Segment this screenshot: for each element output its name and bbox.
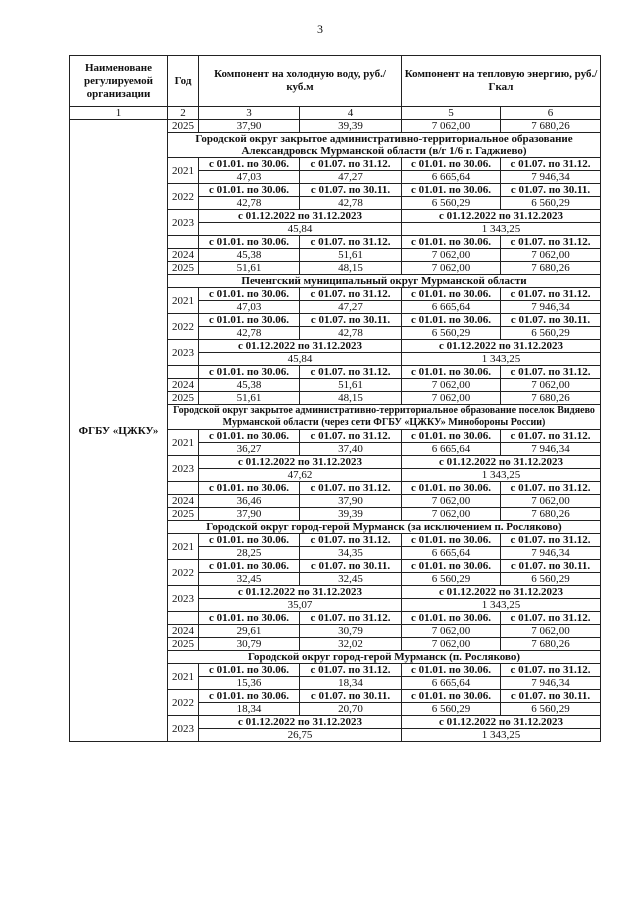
period-label: с 01.01. по 30.06.	[199, 612, 300, 625]
period-label: с 01.01. по 30.06.	[199, 430, 300, 443]
period-label: с 01.01. по 30.06.	[199, 288, 300, 301]
value-cell: 7 062,00	[402, 120, 501, 133]
period-label: с 01.07. по 30.11.	[300, 690, 402, 703]
value-cell: 32,02	[300, 638, 402, 651]
period-label: с 01.12.2022 по 31.12.2023	[402, 210, 601, 223]
year-cell: 2024	[168, 625, 199, 638]
value-cell: 30,79	[199, 638, 300, 651]
value-cell: 48,15	[300, 392, 402, 405]
period-label: с 01.01. по 30.06.	[402, 560, 501, 573]
value-cell: 7 062,00	[402, 262, 501, 275]
year-cell: 2024	[168, 249, 199, 262]
period-label: с 01.01. по 30.06.	[199, 690, 300, 703]
period-label: с 01.07. по 31.12.	[501, 288, 601, 301]
table-header-row	[70, 56, 601, 107]
value-cell: 7 062,00	[501, 249, 601, 262]
period-label: с 01.12.2022 по 31.12.2023	[402, 716, 601, 729]
column-number: 1	[70, 107, 168, 120]
period-label: с 01.07. по 30.11.	[300, 560, 402, 573]
period-label: с 01.07. по 30.11.	[300, 314, 402, 327]
period-label: с 01.01. по 30.06.	[402, 664, 501, 677]
year-cell: 2023	[168, 456, 199, 482]
value-cell: 39,39	[300, 508, 402, 521]
value-cell: 34,35	[300, 547, 402, 560]
period-label: с 01.01. по 30.06.	[402, 314, 501, 327]
value-cell: 29,61	[199, 625, 300, 638]
value-cell: 1 343,25	[402, 353, 601, 366]
column-number: 3	[199, 107, 300, 120]
period-label: с 01.01. по 30.06.	[402, 288, 501, 301]
period-label: с 01.01. по 30.06.	[402, 366, 501, 379]
period-label: с 01.01. по 30.06.	[199, 560, 300, 573]
value-cell: 6 560,29	[501, 573, 601, 586]
value-cell: 7 062,00	[402, 625, 501, 638]
value-cell: 7 062,00	[402, 379, 501, 392]
value-cell: 37,40	[300, 443, 402, 456]
section-title: Городской округ город-герой Мурманск (п. Росляково)	[168, 651, 601, 664]
year-cell: 2021	[168, 288, 199, 314]
value-cell: 6 665,64	[402, 171, 501, 184]
table-row	[70, 120, 601, 133]
period-label: с 01.01. по 30.06.	[199, 482, 300, 495]
value-cell: 7 062,00	[402, 508, 501, 521]
value-cell: 42,78	[300, 327, 402, 340]
value-cell: 42,78	[199, 327, 300, 340]
value-cell: 39,39	[300, 120, 402, 133]
period-label: с 01.01. по 30.06.	[402, 534, 501, 547]
column-number: 5	[402, 107, 501, 120]
period-label: с 01.07. по 30.11.	[501, 560, 601, 573]
value-cell: 7 946,34	[501, 547, 601, 560]
value-cell: 7 062,00	[501, 495, 601, 508]
period-label: с 01.01. по 30.06.	[199, 184, 300, 197]
year-cell: 2025	[168, 508, 199, 521]
value-cell: 42,78	[199, 197, 300, 210]
year-cell: 2025	[168, 392, 199, 405]
period-label: с 01.01. по 30.06.	[402, 158, 501, 171]
year-cell: 2022	[168, 560, 199, 586]
organization-name: ФГБУ «ЦЖКУ»	[70, 120, 168, 742]
value-cell: 1 343,25	[402, 599, 601, 612]
value-cell: 47,62	[199, 469, 402, 482]
heat-energy-header: Компонент на тепловую энергию, руб./Гкал	[402, 56, 601, 107]
value-cell: 51,61	[300, 379, 402, 392]
year-cell: 2024	[168, 379, 199, 392]
period-label: с 01.12.2022 по 31.12.2023	[199, 456, 402, 469]
value-cell: 28,25	[199, 547, 300, 560]
period-label: с 01.07. по 30.11.	[300, 184, 402, 197]
value-cell: 45,38	[199, 379, 300, 392]
value-cell: 47,03	[199, 171, 300, 184]
year-header: Год	[168, 56, 199, 107]
value-cell: 6 560,29	[402, 197, 501, 210]
value-cell: 47,27	[300, 171, 402, 184]
period-label: с 01.01. по 30.06.	[402, 430, 501, 443]
period-label: с 01.07. по 31.12.	[300, 236, 402, 249]
value-cell: 7 680,26	[501, 120, 601, 133]
period-label: с 01.12.2022 по 31.12.2023	[402, 340, 601, 353]
column-number: 4	[300, 107, 402, 120]
section-title: Городской округ закрытое административно-территориальное образование Александровск Мурманской области (в/г 1/6 г. Гаджиево)	[168, 133, 601, 158]
year-cell: 2022	[168, 690, 199, 716]
value-cell: 32,45	[199, 573, 300, 586]
value-cell: 15,36	[199, 677, 300, 690]
value-cell: 7 062,00	[402, 495, 501, 508]
year-cell: 2023	[168, 716, 199, 742]
year-cell: 2024	[168, 495, 199, 508]
value-cell: 7 946,34	[501, 171, 601, 184]
value-cell: 7 680,26	[501, 508, 601, 521]
value-cell: 51,61	[199, 392, 300, 405]
year-cell: 2023	[168, 340, 199, 366]
value-cell: 42,78	[300, 197, 402, 210]
value-cell: 6 665,64	[402, 677, 501, 690]
value-cell: 6 560,29	[402, 573, 501, 586]
year-cell: 2021	[168, 158, 199, 184]
period-label: с 01.07. по 30.11.	[501, 690, 601, 703]
value-cell: 7 680,26	[501, 262, 601, 275]
value-cell: 45,84	[199, 353, 402, 366]
period-label: с 01.07. по 31.12.	[501, 158, 601, 171]
period-label: с 01.12.2022 по 31.12.2023	[199, 586, 402, 599]
period-label: с 01.07. по 31.12.	[300, 158, 402, 171]
value-cell: 6 560,29	[402, 703, 501, 716]
year-cell	[168, 612, 199, 625]
column-number-row	[70, 107, 601, 120]
period-label: с 01.07. по 31.12.	[501, 664, 601, 677]
value-cell: 37,90	[199, 508, 300, 521]
value-cell: 37,90	[300, 495, 402, 508]
value-cell: 7 680,26	[501, 638, 601, 651]
period-label: с 01.07. по 31.12.	[501, 534, 601, 547]
period-label: с 01.12.2022 по 31.12.2023	[199, 210, 402, 223]
period-label: с 01.01. по 30.06.	[199, 236, 300, 249]
period-label: с 01.01. по 30.06.	[199, 314, 300, 327]
period-label: с 01.07. по 31.12.	[501, 482, 601, 495]
period-label: с 01.07. по 31.12.	[501, 430, 601, 443]
tariff-table	[69, 55, 601, 742]
period-label: с 01.07. по 31.12.	[300, 288, 402, 301]
value-cell: 1 343,25	[402, 469, 601, 482]
value-cell: 7 062,00	[501, 379, 601, 392]
value-cell: 7 946,34	[501, 677, 601, 690]
page-number: 3	[317, 22, 323, 36]
value-cell: 47,27	[300, 301, 402, 314]
section-title: Городской округ закрытое административно-территориальное образование поселок Видяево Мурманской области (через сети ФГБУ «ЦЖКУ» Минобороны России)	[168, 405, 601, 430]
period-label: с 01.12.2022 по 31.12.2023	[402, 456, 601, 469]
period-label: с 01.07. по 31.12.	[501, 236, 601, 249]
period-label: с 01.07. по 30.11.	[501, 314, 601, 327]
year-cell	[168, 366, 199, 379]
value-cell: 30,79	[300, 625, 402, 638]
year-cell: 2021	[168, 664, 199, 690]
value-cell: 45,84	[199, 223, 402, 236]
value-cell: 6 560,29	[501, 197, 601, 210]
value-cell: 7 062,00	[402, 392, 501, 405]
value-cell: 18,34	[300, 677, 402, 690]
value-cell: 36,27	[199, 443, 300, 456]
period-label: с 01.07. по 31.12.	[501, 366, 601, 379]
value-cell: 7 062,00	[501, 625, 601, 638]
year-cell: 2021	[168, 534, 199, 560]
value-cell: 7 680,26	[501, 392, 601, 405]
value-cell: 51,61	[300, 249, 402, 262]
period-label: с 01.07. по 31.12.	[300, 366, 402, 379]
period-label: с 01.01. по 30.06.	[402, 690, 501, 703]
value-cell: 26,75	[199, 729, 402, 742]
value-cell: 7 062,00	[402, 638, 501, 651]
year-cell: 2023	[168, 586, 199, 612]
year-cell: 2023	[168, 210, 199, 236]
value-cell: 6 560,29	[501, 327, 601, 340]
period-label: с 01.01. по 30.06.	[402, 236, 501, 249]
period-label: с 01.07. по 31.12.	[501, 612, 601, 625]
period-label: с 01.07. по 30.11.	[501, 184, 601, 197]
year-cell: 2025	[168, 120, 199, 133]
value-cell: 20,70	[300, 703, 402, 716]
org-header: Наименоване регулируемой организации	[70, 56, 168, 107]
value-cell: 7 946,34	[501, 301, 601, 314]
period-label: с 01.01. по 30.06.	[199, 158, 300, 171]
period-label: с 01.07. по 31.12.	[300, 664, 402, 677]
value-cell: 45,38	[199, 249, 300, 262]
value-cell: 6 560,29	[501, 703, 601, 716]
period-label: с 01.01. по 30.06.	[402, 184, 501, 197]
column-number: 2	[168, 107, 199, 120]
value-cell: 7 946,34	[501, 443, 601, 456]
section-title: Городской округ город-герой Мурманск (за исключением п. Росляково)	[168, 521, 601, 534]
period-label: с 01.07. по 31.12.	[300, 482, 402, 495]
section-title: Печенгский муниципальный округ Мурманской области	[168, 275, 601, 288]
value-cell: 47,03	[199, 301, 300, 314]
period-label: с 01.12.2022 по 31.12.2023	[402, 586, 601, 599]
period-label: с 01.01. по 30.06.	[199, 664, 300, 677]
year-cell: 2021	[168, 430, 199, 456]
year-cell: 2022	[168, 184, 199, 210]
period-label: с 01.12.2022 по 31.12.2023	[199, 340, 402, 353]
cold-water-header: Компонент на холодную воду, руб./куб.м	[199, 56, 402, 107]
value-cell: 35,07	[199, 599, 402, 612]
value-cell: 37,90	[199, 120, 300, 133]
value-cell: 51,61	[199, 262, 300, 275]
value-cell: 48,15	[300, 262, 402, 275]
period-label: с 01.07. по 31.12.	[300, 534, 402, 547]
value-cell: 6 665,64	[402, 547, 501, 560]
period-label: с 01.01. по 30.06.	[402, 612, 501, 625]
value-cell: 18,34	[199, 703, 300, 716]
period-label: с 01.12.2022 по 31.12.2023	[199, 716, 402, 729]
value-cell: 6 560,29	[402, 327, 501, 340]
value-cell: 36,46	[199, 495, 300, 508]
year-cell	[168, 236, 199, 249]
value-cell: 6 665,64	[402, 443, 501, 456]
period-label: с 01.07. по 31.12.	[300, 430, 402, 443]
period-label: с 01.01. по 30.06.	[199, 366, 300, 379]
value-cell: 1 343,25	[402, 729, 601, 742]
value-cell: 1 343,25	[402, 223, 601, 236]
year-cell: 2022	[168, 314, 199, 340]
year-cell: 2025	[168, 638, 199, 651]
value-cell: 32,45	[300, 573, 402, 586]
period-label: с 01.07. по 31.12.	[300, 612, 402, 625]
year-cell	[168, 482, 199, 495]
period-label: с 01.01. по 30.06.	[402, 482, 501, 495]
value-cell: 7 062,00	[402, 249, 501, 262]
year-cell: 2025	[168, 262, 199, 275]
period-label: с 01.01. по 30.06.	[199, 534, 300, 547]
column-number: 6	[501, 107, 601, 120]
value-cell: 6 665,64	[402, 301, 501, 314]
